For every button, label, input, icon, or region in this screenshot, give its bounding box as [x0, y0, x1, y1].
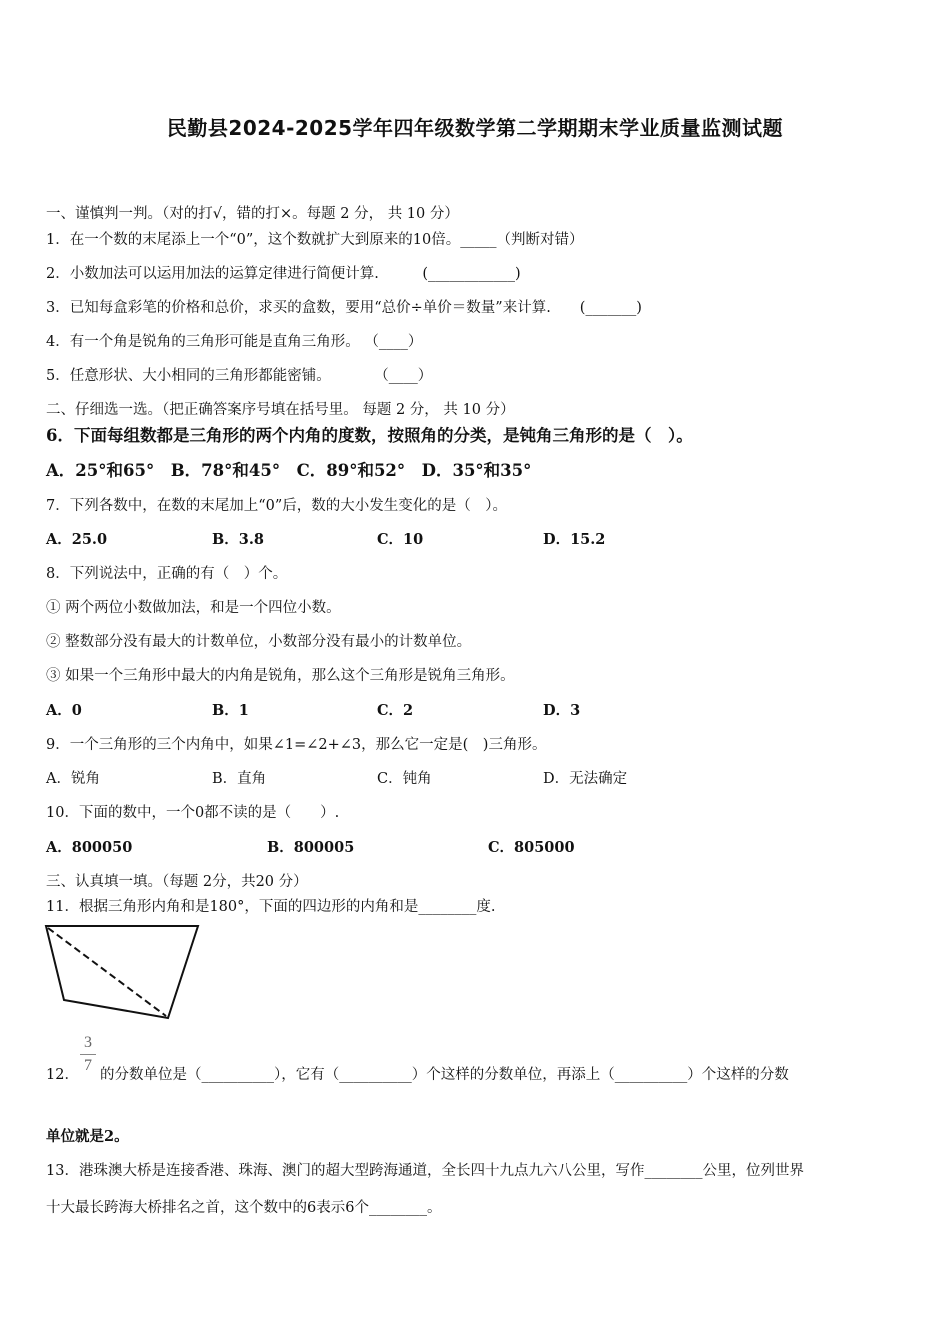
question-8: 8．下列说法中，正确的有（ ）个。: [46, 566, 288, 582]
question-8-statement-3: ③ 如果一个三角形中最大的内角是锐角，那么这个三角形是锐角三角形。: [46, 668, 515, 684]
section-1-header: 一、谨慎判一判。（对的打√，错的打×。每题 2 分， 共 10 分）: [46, 206, 459, 222]
page-title: 民勤县2024-2025学年四年级数学第二学期期末学业质量监测试题: [166, 116, 784, 140]
question-6-options: A．25°和65° B．78°和45° C．89°和52° D．35°和35°: [46, 461, 532, 480]
question-12-number: 12．: [46, 1067, 79, 1083]
question-12-continued: 单位就是2。: [46, 1128, 129, 1145]
question-2: 2．小数加法可以运用加法的运算定律进行简便计算. (____________): [46, 266, 521, 282]
question-13-line-2: 十大最长跨海大桥排名之首，这个数中的6表示6个________。: [46, 1200, 442, 1216]
question-8-statement-2: ② 整数部分没有最大的计数单位，小数部分没有最小的计数单位。: [46, 634, 472, 650]
fraction-numerator: 3: [84, 1034, 92, 1051]
question-10-option-a: A．800050: [46, 839, 133, 856]
fraction-three-sevenths: [80, 1034, 96, 1075]
question-9-option-a: A．锐角: [46, 771, 100, 787]
question-9: 9．一个三角形的三个内角中，如果∠1=∠2+∠3，那么它一定是( )三角形。: [46, 737, 547, 753]
question-13-line-1: 13．港珠澳大桥是连接香港、珠海、澳门的超大型跨海通道，全长四十九点九六八公里，写作________公里，位列世界: [46, 1163, 804, 1179]
question-9-option-b: B．直角: [212, 771, 267, 787]
question-10-option-c: C．805000: [488, 839, 575, 856]
question-6: 6．下面每组数都是三角形的两个内角的度数，按照角的分类，是钝角三角形的是（ ）。: [46, 426, 693, 445]
question-8-option-a: A．0: [46, 702, 82, 719]
question-7-option-d: D．15.2: [543, 531, 606, 548]
section-3-header: 三、认真填一填。（每题 2分，共20 分）: [46, 874, 308, 890]
question-12: 的分数单位是（__________），它有（__________）个这样的分数单位，再添上（__________）个这样的分数: [100, 1067, 789, 1083]
question-7-option-a: A．25.0: [46, 531, 108, 548]
question-9-option-c: C．钝角: [377, 771, 432, 787]
fraction-denominator: 7: [84, 1057, 92, 1074]
section-2-header: 二、仔细选一选。（把正确答案序号填在括号里。 每题 2 分， 共 10 分）: [46, 402, 515, 418]
question-8-option-c: C．2: [377, 702, 414, 719]
question-8-statement-1: ① 两个两位小数做加法，和是一个四位小数。: [46, 600, 341, 616]
question-7-option-c: C．10: [377, 531, 424, 548]
question-4: 4．有一个角是锐角的三角形可能是直角三角形。 （____）: [46, 334, 423, 350]
question-11: 11．根据三角形内角和是180°，下面的四边形的内角和是________度.: [46, 899, 496, 915]
question-8-option-d: D．3: [543, 702, 581, 719]
quadrilateral-diagonal: [48, 928, 166, 1016]
quadrilateral-outline: [46, 926, 198, 1018]
question-10: 10．下面的数中，一个0都不读的是（ ）.: [46, 805, 340, 821]
question-8-option-b: B．1: [212, 702, 249, 719]
question-9-option-d: D．无法确定: [543, 771, 628, 787]
question-1: 1．在一个数的末尾添上一个“0”，这个数就扩大到原来的10倍。_____（判断对错）: [46, 232, 584, 248]
question-10-option-b: B．800005: [267, 839, 355, 856]
question-7-option-b: B．3.8: [212, 531, 264, 548]
question-3: 3．已知每盒彩笔的价格和总价，求买的盒数，要用“总价÷单价＝数量”来计算. (_______): [46, 300, 642, 316]
quadrilateral-figure: [44, 922, 204, 1024]
question-7: 7．下列各数中，在数的末尾加上“0”后，数的大小发生变化的是（ ）。: [46, 498, 508, 514]
question-5: 5．任意形状、大小相同的三角形都能密铺。 （____）: [46, 368, 433, 384]
